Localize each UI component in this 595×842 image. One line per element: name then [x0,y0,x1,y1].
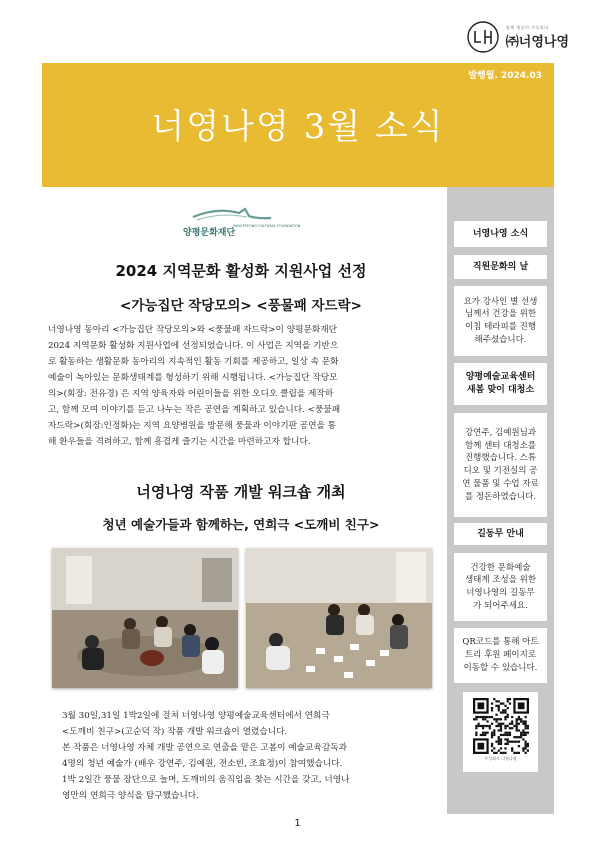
sidebar-item2-line: 진행했습니다. 스튜 [464,453,537,464]
company-emblem-icon [466,20,500,54]
article2-subtitle: 청년 예술가들과 함께하는, 연희극 <도깨비 친구> [102,517,380,532]
workshop-photo-1 [52,548,238,688]
workshop-photo-2 [246,548,432,688]
page-number: 1 [294,818,301,829]
article1-line: 로 활동하는 생활문화 동아리의 지속적인 활동 기회를 제공하고, 일상 속 문화 [48,357,339,367]
sidebar-item2-line: 를 정돈하였습니다. [464,491,537,502]
article1-line: 해 환우들을 격려하고, 함께 흥겹게 즐기는 시간을 마련하고자 합니다. [48,437,311,447]
article2-line: 영만의 연희극 양식을 탐구했습니다. [62,791,199,801]
article2-title: 너영나영 작품 개발 워크숍 개최 [136,483,346,501]
sidebar-item3-line: 너영나영의 길동무 [466,588,535,598]
article2-line: 3월 30일,31일 1박2일에 걸쳐 너영나영 양평예술교육센터에서 연희극 [62,711,330,721]
sidebar-section-title: 너영나영 소식 [454,221,547,247]
sidebar-item2-title-line: 새봄 맞이 대청소 [466,385,535,395]
article1-body [48,322,432,450]
article1-line: 2024 지역문화 활성화 지원사업에 선정되었습니다. 이 사업은 지역을 기반으 [48,341,339,351]
article2-line: 4명의 청년 예술가 (배우 강연주, 김예원, 전소빈, 조효정)이 참여했습니다. [62,759,343,769]
article2-body [62,708,434,804]
sidebar-item3-line: 가 되어주세요. [473,600,528,611]
foundation-name-en: YANGPYEONG CULTURAL FOUNDATION [233,224,301,228]
company-logo [466,20,569,54]
issue-date: 발행월. 2024.03 [468,71,542,81]
sidebar-item2-line: 연 물품 및 수업 자료 [462,478,539,489]
sidebar-item2-line: 함께 센터 대청소를 [464,440,537,451]
sidebar-item2-title [454,363,547,405]
article2-line: 본 작품은 너영나영 자체 개발 공연으로 연출을 맡은 고봄이 예술교육감독과 [62,743,348,753]
sidebar-item1-line: 요가 강사인 별 선생 [463,296,538,307]
sidebar-qr-line: QR코드를 통해 아트 [462,637,539,648]
article1-title: 2024 지역문화 활성화 지원사업 선정 [115,262,367,280]
sidebar-item1-body [454,286,547,356]
article1-line: 너영나영 동아리 <가능집단 작당모의>와 <풍물패 자드락>이 양평문화재단 [48,325,338,335]
sidebar-item2-line: 강연주, 김예원님과 [464,427,537,438]
article1-line: 자드락>(회장:인정화)는 지역 요양병원을 방문해 풍물과 이야기판 공연을 통 [48,421,337,431]
article2-line: <도깨비 친구>(고순덕 작) 작품 개발 워크숍이 열렸습니다. [62,727,288,737]
qr-caption: 주식회사 너영나영 [484,756,517,761]
sidebar-item1-title: 직원문화의 날 [454,255,547,279]
qr-code-icon[interactable] [473,698,529,754]
donation-qr-code[interactable] [463,692,538,772]
sidebar-qr-note [454,628,547,683]
article1-line: 고, 함께 모여 이야기를 듣고 나누는 작은 공연을 계획하고 있습니다. <풍물패 [48,405,341,415]
sidebar-qr-line: 이동할 수 있습니다. [463,662,538,673]
sidebar-item1-line: 님께서 건강을 위한 [464,309,537,320]
news-sidebar [447,187,554,814]
sidebar-item3-title: 길동무 안내 [454,523,547,545]
newsletter-title: 너영나영 3월 소식 [151,107,445,147]
article2-line: 1박 2일간 풍물 장단으로 놀며, 도깨비의 움직임을 찾는 시간을 갖고, 너영나 [62,775,350,785]
sidebar-item2-body [454,413,547,517]
article1-line: 의>(회장: 전유경) 은 지역 양육자와 어린이들을 위한 오디오 클립을 제작하 [48,389,334,399]
sidebar-item3-body [454,553,547,621]
sidebar-item3-line: 생태계 조성을 위한 [464,575,537,586]
article1-line: 예술이 녹아있는 문화생태계를 형성하기 위해 시행됩니다. <가능집단 작당모 [48,373,338,383]
sidebar-item2-title-line: 양평예술교육센터 [465,372,536,383]
sidebar-item1-line: 해주셨습니다. [474,334,527,345]
logo-name: ㈜너영나영 [505,34,569,50]
title-banner [42,63,554,187]
article1-subtitle: <가능집단 작당모의> <풍물패 자드락> [120,298,362,314]
logo-tagline: 함께 예술이 가득하다 [505,24,549,30]
sidebar-qr-line: 트리 후원 페이지로 [464,650,537,661]
sidebar-item1-line: 이침 테라피를 진행 [464,322,537,332]
sidebar-item3-line: 건강한 문화예술 [470,562,531,573]
foundation-name: 양평문화재단 [183,228,236,238]
sidebar-item2-line: 디오 및 기전실의 공 [463,466,538,476]
